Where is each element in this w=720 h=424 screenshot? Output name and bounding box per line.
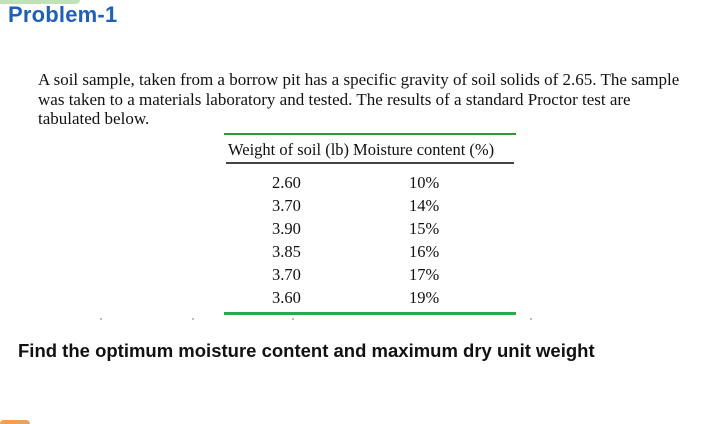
scan-dot: [100, 318, 102, 320]
table-row: [224, 288, 516, 311]
moisture-cell: 10%: [409, 172, 440, 192]
weight-cell: 3.70: [272, 195, 301, 215]
table-header: [224, 135, 516, 160]
problem-title: Problem-1: [8, 2, 118, 27]
problem-statement: [38, 70, 688, 129]
proctor-test-table: [224, 133, 516, 315]
statement-line-3: tabulated below.: [38, 109, 150, 128]
table-row: [224, 265, 516, 288]
moisture-cell: 17%: [409, 265, 440, 285]
scan-dots: [30, 318, 710, 320]
scan-dot: [192, 318, 194, 320]
scan-dot: [292, 318, 294, 320]
table-bottom-rule: [224, 312, 516, 315]
header-moisture: Moisture content (%): [353, 140, 495, 159]
table-row: [224, 196, 516, 219]
table-row: [224, 242, 516, 265]
footer-accent: [0, 420, 30, 424]
table-row: [224, 219, 516, 242]
question-text: Find the optimum moisture content and maximum dry unit weight: [18, 340, 595, 361]
weight-cell: 3.60: [272, 288, 301, 308]
statement-line-2: was taken to a materials laboratory and tested. The results of a standard Proctor test are: [38, 89, 631, 109]
scan-dot: [530, 318, 532, 320]
moisture-cell: 14%: [409, 195, 440, 215]
weight-cell: 3.90: [272, 218, 301, 238]
table-row: [224, 173, 516, 196]
table-header-rule: [226, 162, 514, 164]
weight-cell: 3.85: [272, 242, 301, 262]
moisture-cell: 16%: [409, 242, 440, 262]
moisture-cell: 19%: [409, 288, 440, 308]
table-body: [224, 173, 516, 312]
statement-line-1: A soil sample, taken from a borrow pit has a specific gravity of soil solids of 2.65. The sample: [38, 70, 680, 89]
moisture-cell: 15%: [409, 218, 440, 238]
weight-cell: 2.60: [272, 172, 301, 192]
weight-cell: 3.70: [272, 265, 301, 285]
header-weight: Weight of soil (lb): [228, 140, 350, 159]
